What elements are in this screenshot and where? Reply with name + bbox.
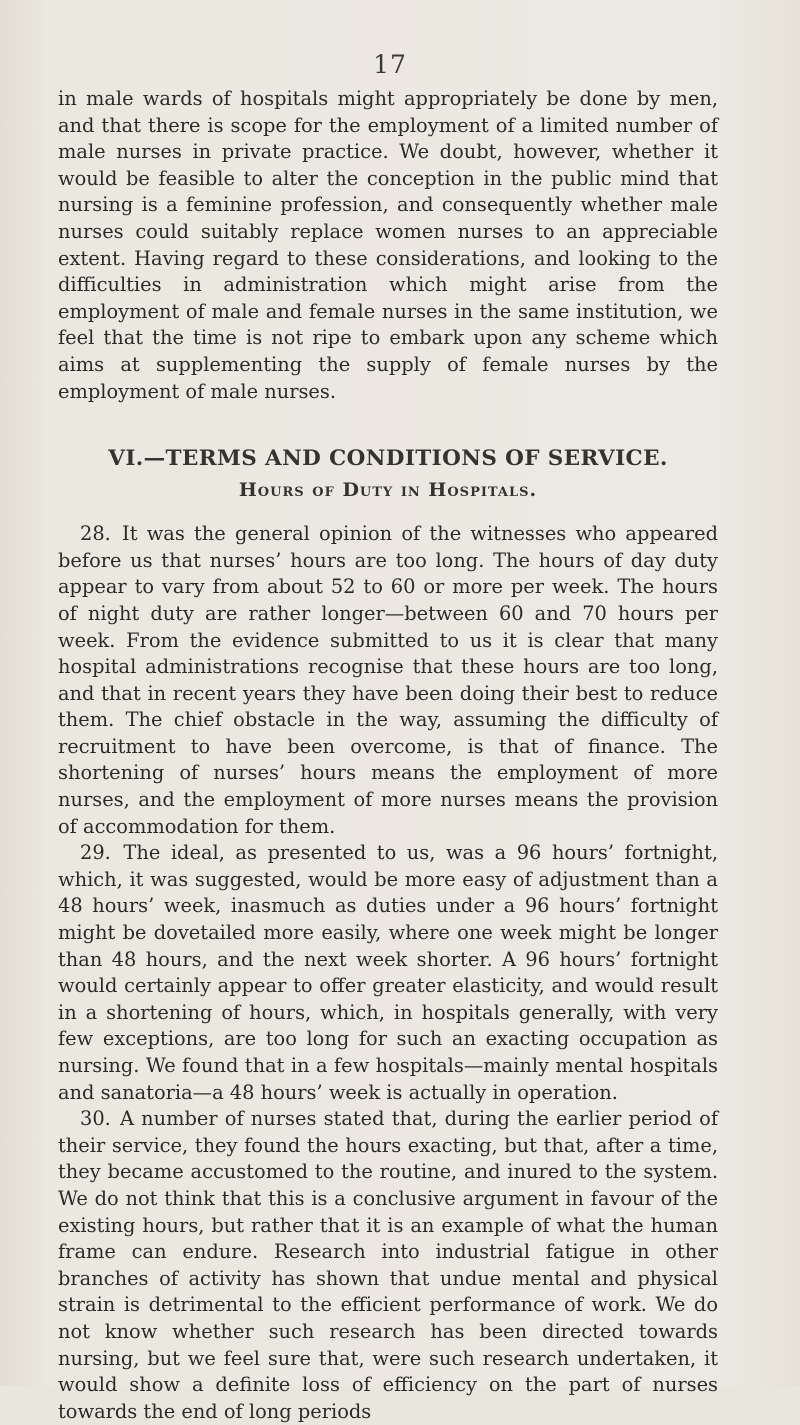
continued-paragraph: in male wards of hospitals might appropriately be done by men, and that there is scope for the employment of a limited number of male nurses in private practice. We doubt, however, whether it would be feasible to alter the conception in the public mind that nursing is a feminine profession, and consequently whether male nurses could suitably replace women nurses to an appreciable extent. Having regard to these considerations, and looking to the difficulties in administration which might arise from the employment of male and female nurses in the same institution, we feel that the time is not ripe to embark upon any scheme which aims at supplementing the supply of female nurses by the employment of male nurses.	[58, 87, 718, 403]
paragraph-30	[58, 1106, 718, 1425]
paragraph-text: The ideal, as presented to us, was a 96 hours’ fortnight, which, it was suggested, would be more easy of adjustment than a 48 hours’ week, inasmuch as duties under a 96 hours’ fortnight might be dovetailed more easily, where one week might be longer than 48 hours, and the next week shorter. A 96 hours’ fortnight would certainly appear to offer greater elasticity, and would result in a shortening of hours, which, in hospitals generally, with very few exceptions, are too long for such an exacting occupation as nursing. We found that in a few hospitals—mainly mental hospitals and sanatoria—a 48 hours’ week is actually in operation.	[58, 841, 718, 1104]
paragraph-number: 28.	[80, 522, 111, 546]
paragraph-number: 29.	[80, 841, 111, 865]
paragraph-text: A number of nurses stated that, during the earlier period of their service, they found the hours exacting, but that, after a time, they became accustomed to the routine, and inured to the system. We do not think that this is a conclusive argument in favour of the existing hours, but rather that it is an example of what the human frame can endure. Research into industrial fatigue in other branches of activity has shown that undue mental and physical strain is detrimental to the efficient performance of work. We do not know whether such research has been directed towards nursing, but we feel sure that, were such research undertaken, it would show a definite loss of efficiency on the part of nurses towards the end of long periods	[58, 1107, 718, 1423]
paragraph-29	[58, 840, 718, 1106]
paragraph-number: 30.	[80, 1107, 111, 1131]
page-number: 17	[373, 50, 407, 79]
section-subheading: Hours of Duty in Hospitals.	[238, 479, 538, 502]
section-heading: VI.—TERMS AND CONDITIONS OF SERVICE.	[108, 446, 668, 472]
body-text	[58, 86, 718, 1425]
paragraph-text: It was the general opinion of the witnesses who appeared before us that nurses’ hours are too long. The hours of day duty appear to vary from about 52 to 60 or more per week. The hours of night duty are rather longer—between 60 and 70 hours per week. From the evidence submitted to us it is clear that many hospital administrations recognise that these hours are too long, and that in recent years they have been doing their best to reduce them. The chief obstacle in the way, assuming the difficulty of recruitment to have been overcome, is that of finance. The shortening of nurses’ hours means the employment of more nurses, and the employment of more nurses means the provision of accommodation for them.	[58, 522, 718, 838]
paragraph-28	[58, 521, 718, 840]
